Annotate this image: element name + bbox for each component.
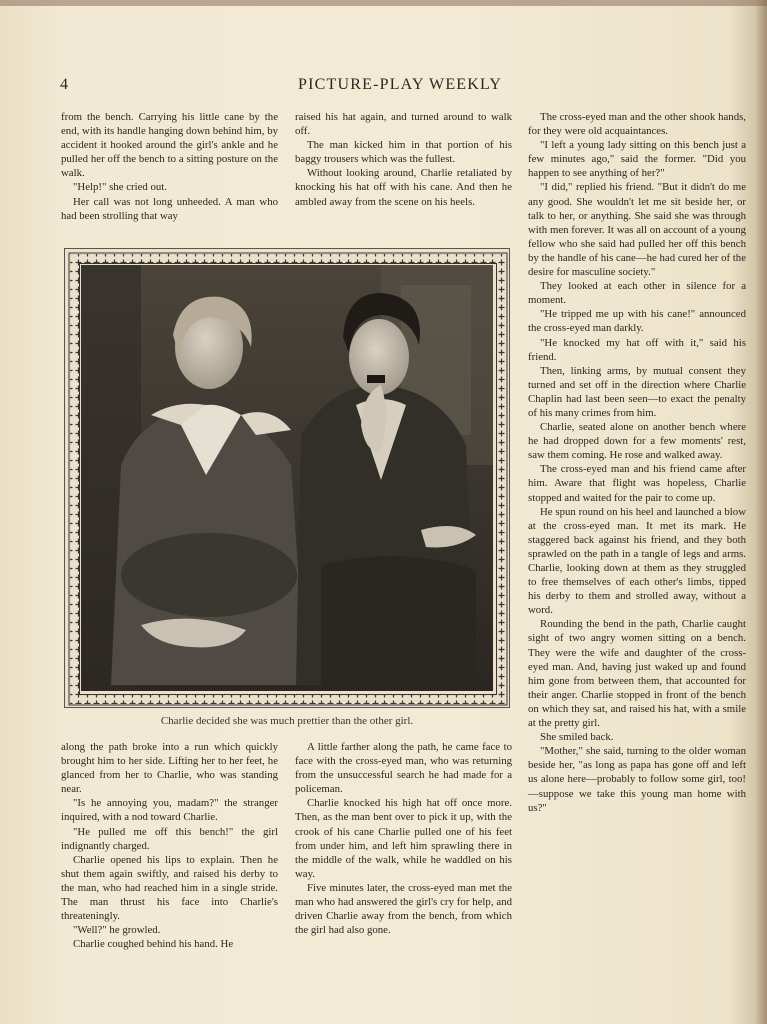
- column-right: [528, 110, 746, 815]
- paragraph: "He pulled me off this bench!" the girl indignantly charged.: [61, 825, 278, 852]
- paragraph: raised his hat again, and turned around to walk off.: [295, 111, 512, 138]
- column-top-middle: [295, 110, 512, 209]
- column-bottom-left: [61, 740, 278, 951]
- column-top-left: [61, 110, 278, 223]
- paragraph: along the path broke into a run which quickly brought him to her side. Lifting her to her feet, he glanced from her to Charlie, who was standing near.: [61, 741, 278, 796]
- paragraph: "Well?" he growled.: [73, 924, 161, 937]
- film-still-photo: [81, 265, 493, 691]
- running-head-title: PICTURE-PLAY WEEKLY: [298, 76, 503, 93]
- paragraph: The cross-eyed man and the other shook hands, for they were old acquaintances.: [528, 111, 746, 138]
- paragraph: "He knocked my hat off with it," said his friend.: [528, 336, 746, 363]
- paragraph: Without looking around, Charlie retaliated by knocking his hat off with his cane. And then he ambled away from the scene on his heels.: [295, 167, 512, 208]
- paragraph: Charlie knocked his high hat off once more. Then, as the man bent over to pick it up, with the crook of his cane Charlie pulled one of his feet from under him, and left him sprawling there in the middle of the walk, while he waddled on his way.: [295, 797, 512, 880]
- paragraph: "Is he annoying you, madam?" the stranger inquired, with a nod toward Charlie.: [61, 797, 278, 824]
- paragraph: Five minutes later, the cross-eyed man met the man who had answered the girl's cry for help, and driven Charlie away from the bench, from which the girl had also gone.: [295, 881, 512, 937]
- paragraph: "He tripped me up with his cane!" announced the cross-eyed man darkly.: [528, 308, 746, 335]
- paragraph: "Help!" she cried out.: [73, 181, 167, 194]
- paragraph: She smiled back.: [540, 731, 614, 744]
- paragraph: Charlie opened his lips to explain. Then he shut them again swiftly, and raised his derby to the man, who had reached him in a single stride. The man thrust his face into Charlie's threateningly.: [61, 853, 278, 923]
- paragraph: The cross-eyed man and his friend came after him. Aware that flight was hopeless, Charlie stopped and waited for the pair to come up.: [528, 463, 746, 504]
- film-still-illustration: [81, 265, 493, 691]
- column-bottom-middle: [295, 740, 512, 937]
- paragraph: He spun round on his heel and launched a blow at the cross-eyed man. It met its mark. He staggered back against his friend, and they both sprawled on the path in a tangle of legs and arms. Charlie, looking down at them as they struggled to free themselves of each other's limbs, tipped his derby to them and strolled away, without a word.: [528, 505, 746, 617]
- page-top-edge: [0, 0, 767, 6]
- paragraph: Her call was not long unheeded. A man who had been strolling that way: [61, 195, 278, 222]
- photo-caption: Charlie decided she was much prettier than the other girl.: [160, 715, 414, 727]
- paragraph: They looked at each other in silence for a moment.: [528, 280, 746, 307]
- photo-frame: [64, 248, 510, 708]
- paragraph: Rounding the bend in the path, Charlie caught sight of two angry women sitting on a bench. They were the wife and daughter of the cross-eyed man. And, having just waked up and found him gone from between them, that accounted for their anger. Charlie stopped in front of the bench on which they sat, and raised his hat, with a smile at the pretty girl.: [528, 618, 746, 730]
- paragraph: "I left a young lady sitting on this bench just a few minutes ago," said the former. "Did you happen to see anything of her?": [528, 139, 746, 180]
- paragraph: "Mother," she said, turning to the older woman beside her, "as long as papa has gone off and left us alone here—probably to follow some girl, too!—suppose we take this young man home with us?": [528, 745, 746, 814]
- paragraph: Then, linking arms, by mutual consent they turned and set off in the direction where Charlie Chaplin had last been seen—to exact the penalty of his many crimes from him.: [528, 364, 746, 419]
- page-spine-shadow: [755, 0, 767, 1024]
- paragraph: from the bench. Carrying his little cane by the end, with its handle hanging down behind him, by accident it hooked around the girl's ankle and he pulled her off the bench to a sitting posture on the walk.: [61, 111, 278, 180]
- paragraph: "I did," replied his friend. "But it didn't do me any good. She wouldn't let me sit beside her, or talk to her, or anything. She said she was through with men forever. It was all on account of a young fellow who she said had pulled her off this bench by the handle of his cane—he had cured her of the desire for masculine society.": [528, 181, 746, 279]
- paragraph: A little farther along the path, he came face to face with the cross-eyed man, who was returning from the unsuccessful search he had made for a policeman.: [295, 741, 512, 796]
- paragraph: The man kicked him in that portion of his baggy trousers which was the fullest.: [295, 139, 512, 166]
- paragraph: Charlie coughed behind his hand. He: [73, 938, 234, 951]
- page-number: 4: [60, 76, 68, 93]
- paragraph: Charlie, seated alone on another bench where he had dropped down for a few moments' rest, saw them coming. He rose and walked away.: [528, 421, 746, 462]
